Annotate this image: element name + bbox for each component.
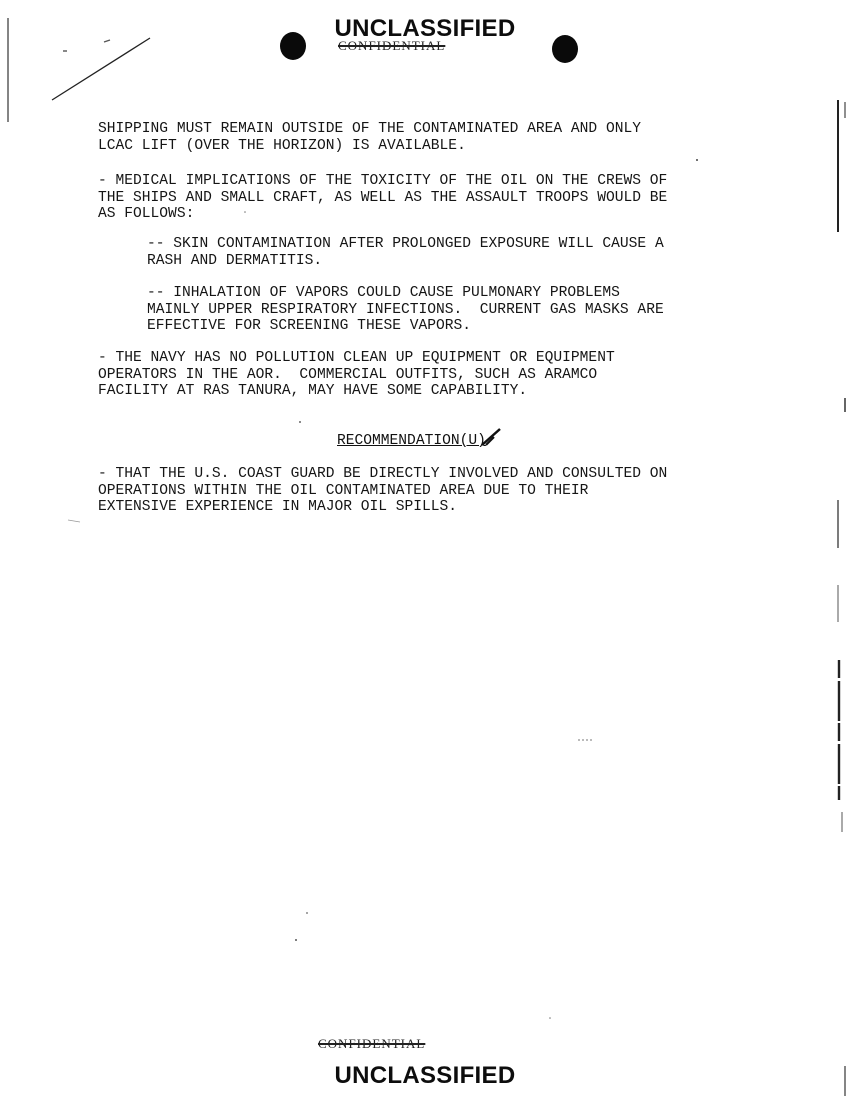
speck bbox=[696, 159, 698, 161]
pen-stroke bbox=[52, 38, 150, 100]
speck bbox=[68, 520, 80, 522]
paragraph-recommendation: - THAT THE U.S. COAST GUARD BE DIRECTLY INVOLVED AND CONSULTED ON OPERATIONS WITHIN THE OIL CONTAMINATED AREA DUE TO THEIR EXTENSIVE EXPERIENCE IN MAJOR OIL SPILLS. bbox=[98, 466, 668, 515]
footer-struck-marking: CONFIDENTIAL bbox=[318, 1036, 426, 1051]
header-struck-marking: CONFIDENTIAL bbox=[338, 38, 446, 53]
recommendation-heading: RECOMMENDATION(U) bbox=[337, 433, 486, 449]
paragraph-medical-implications: - MEDICAL IMPLICATIONS OF THE TOXICITY OF THE OIL ON THE CREWS OF THE SHIPS AND SMALL CRAFT, AS WELL AS THE ASSAULT TROOPS WOULD BE AS FOLLOWS: bbox=[98, 173, 668, 222]
speck bbox=[549, 1017, 551, 1019]
paragraph-inhalation: -- INHALATION OF VAPORS COULD CAUSE PULMONARY PROBLEMS MAINLY UPPER RESPIRATORY INFECTIONS. CURRENT GAS MASKS ARE EFFECTIVE FOR SCREENING THESE VAPORS. bbox=[147, 285, 664, 334]
speck bbox=[306, 912, 308, 914]
paragraph-navy-pollution: - THE NAVY HAS NO POLLUTION CLEAN UP EQUIPMENT OR EQUIPMENT OPERATORS IN THE AOR. COMMERCIAL OUTFITS, SUCH AS ARAMCO FACILITY AT RAS TANURA, MAY HAVE SOME CAPABILITY. bbox=[98, 350, 615, 399]
paragraph-skin-contamination: -- SKIN CONTAMINATION AFTER PROLONGED EXPOSURE WILL CAUSE A RASH AND DERMATITIS. bbox=[147, 236, 664, 269]
handwritten-edit-mark bbox=[480, 425, 504, 449]
paragraph-shipping: SHIPPING MUST REMAIN OUTSIDE OF THE CONTAMINATED AREA AND ONLY LCAC LIFT (OVER THE HORIZON) IS AVAILABLE. bbox=[98, 121, 641, 154]
header-classification: UNCLASSIFIED bbox=[334, 15, 516, 42]
speck bbox=[299, 421, 301, 423]
speck bbox=[295, 939, 297, 941]
footer-classification: UNCLASSIFIED bbox=[334, 1062, 516, 1089]
